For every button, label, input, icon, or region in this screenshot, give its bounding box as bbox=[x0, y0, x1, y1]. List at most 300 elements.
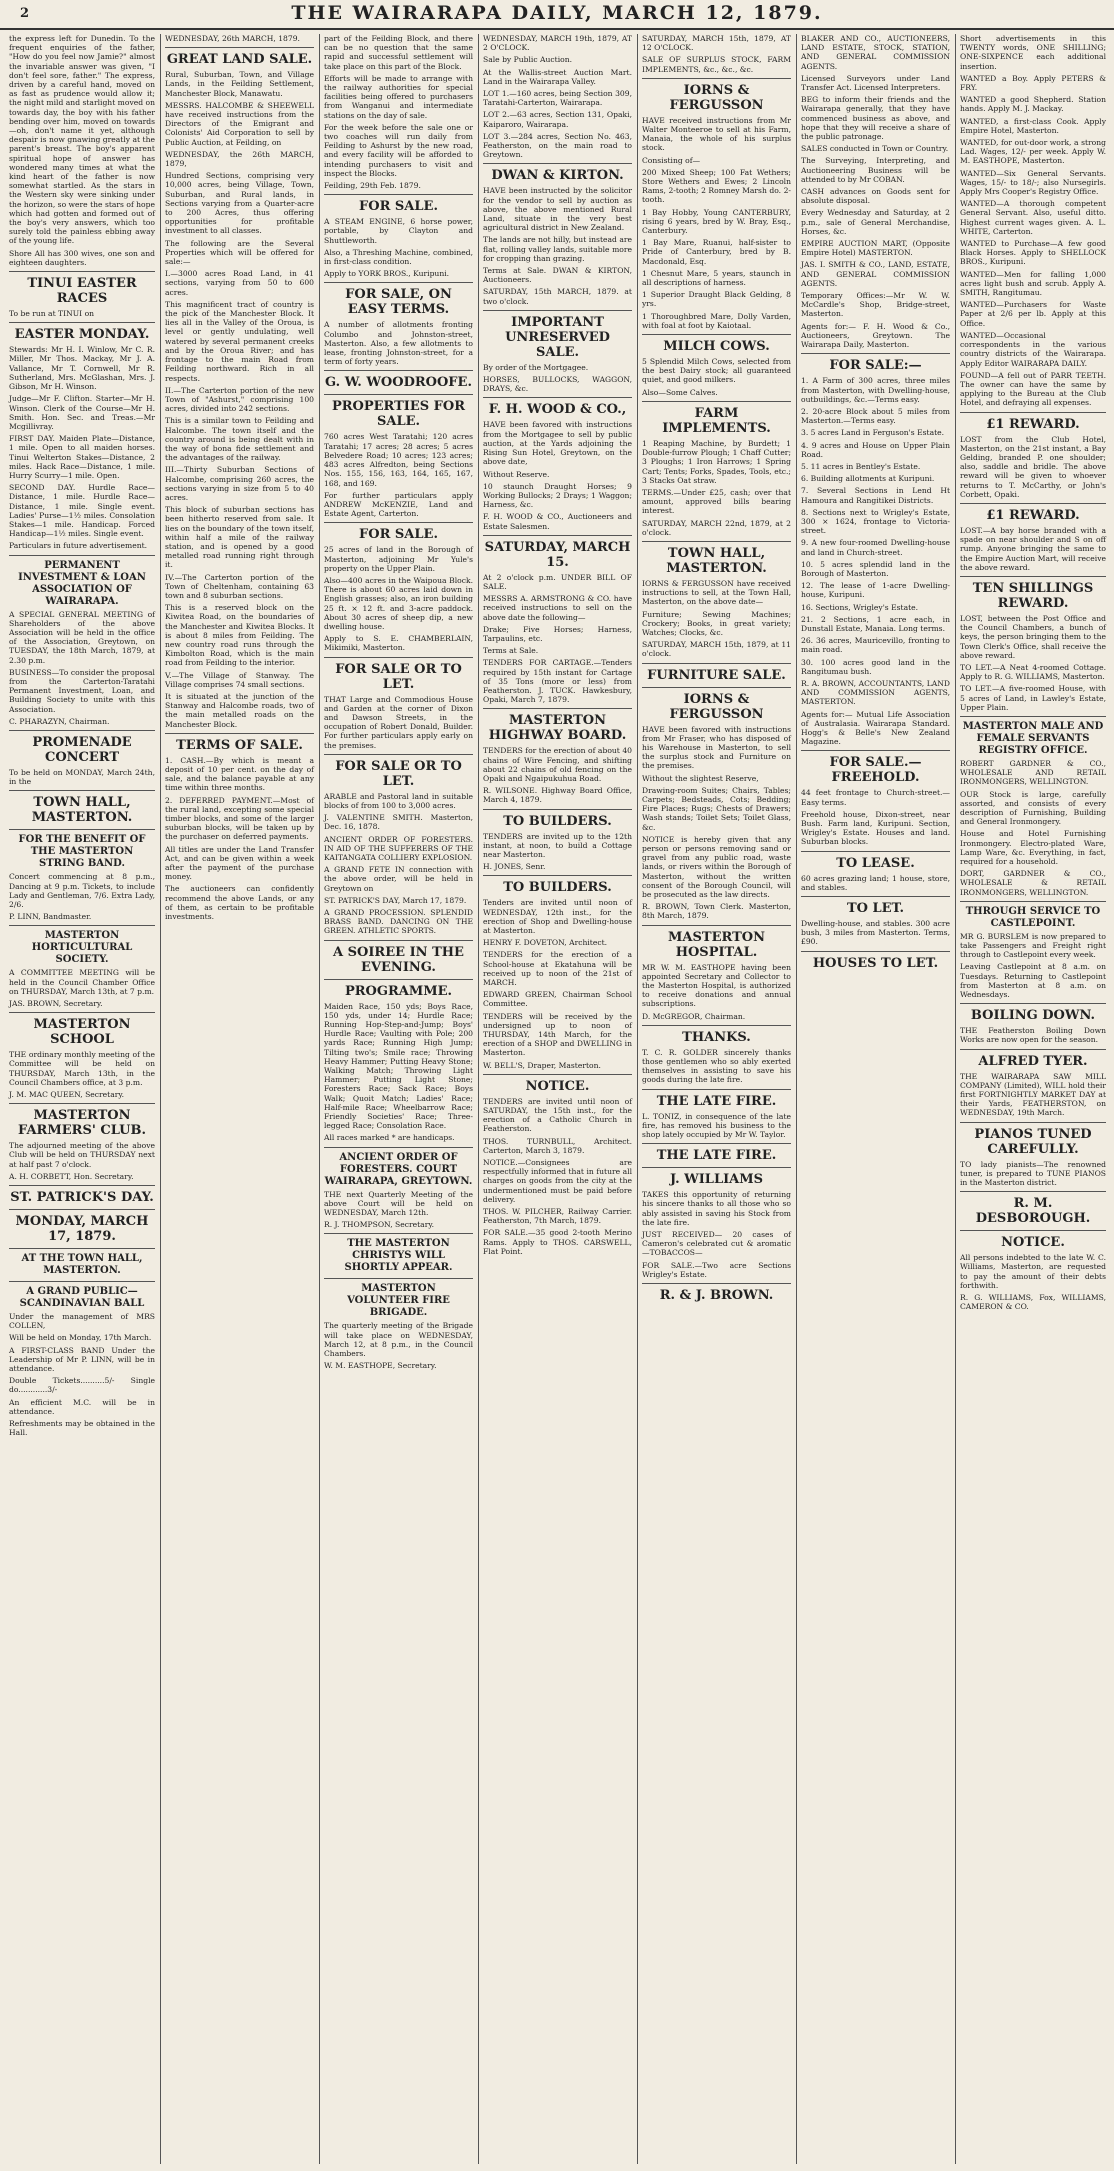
advert-divider bbox=[9, 1248, 155, 1249]
advert-divider bbox=[642, 925, 791, 926]
advert-text: NOTICE.—Consignees are respectfully informed that in future all charges on goods from the city at the undermentioned must be paid before delivery. bbox=[483, 1158, 632, 1204]
advert-text: A. H. CORBETT, Hon. Secretary. bbox=[9, 1171, 134, 1181]
advert-divider bbox=[324, 522, 473, 523]
advert-text: FURNITURE SALE. bbox=[647, 667, 786, 683]
advert-text: R. BROWN, Town Clerk. Masterton, 8th March, 1879. bbox=[642, 902, 791, 921]
advert-text: TO BUILDERS. bbox=[503, 813, 612, 829]
advert-text: WANTED—Purchasers for Waste Paper at 2/6 per lb. Apply at this Office. bbox=[960, 300, 1106, 328]
advert-text: FARM IMPLEMENTS. bbox=[662, 405, 771, 436]
advert-text: FOR SALE. bbox=[359, 527, 438, 543]
column-5 bbox=[639, 34, 794, 2164]
advert-text: R. WILSONE. Highway Board Office, March 4, 1879. bbox=[483, 786, 632, 805]
advert-divider bbox=[9, 555, 155, 556]
advert-text: ARABLE and Pastoral land in suitable blocks of from 100 to 3,000 acres. bbox=[324, 791, 473, 810]
advert-divider bbox=[642, 541, 791, 542]
advert-divider bbox=[9, 790, 155, 791]
advert-text: At 2 o'clock p.m. UNDER BILL OF SALE. bbox=[483, 572, 632, 591]
advert-text: WANTED—Men for falling 1,000 acres light bush and scrub. Apply A. SMITH, Rangitumau. bbox=[960, 269, 1106, 298]
advert-text: J. VALENTINE SMITH. Masterton, Dec. 16, 1878. bbox=[324, 813, 473, 832]
advert-text: FOR SALE.—FREEHOLD. bbox=[829, 755, 922, 786]
advert-text: W. BELL'S, Draper, Masterton. bbox=[483, 1060, 601, 1070]
advert-text: TENDERS for the erection of about 40 chains of Wire Fencing, and shifting about 22 chains of old fencing on the Opaki and Ngaipukuhua Road. bbox=[483, 746, 632, 783]
advert-text: A SOIREE IN THE EVENING. bbox=[333, 944, 464, 975]
column-4 bbox=[480, 34, 635, 2164]
advert-divider bbox=[9, 730, 155, 731]
advert-text: LOT 1.—160 acres, being Section 309, Taratahi-Carterton, Wairarapa. bbox=[483, 89, 632, 108]
advert-text: WANTED a good Shepherd. Station hands. Apply M. J. Mackay. bbox=[960, 95, 1106, 114]
advert-divider bbox=[801, 750, 950, 751]
advert-text: MASTERTON HIGHWAY BOARD. bbox=[488, 713, 627, 744]
advert-divider bbox=[642, 687, 791, 688]
advert-divider bbox=[642, 401, 791, 402]
advert-divider bbox=[642, 78, 791, 79]
advert-text: The auctioneers can confidently recommend the above Lands, or any of them, as certain to be profitable investments. bbox=[165, 884, 314, 922]
advert-divider bbox=[9, 1103, 155, 1104]
advert-text: SATURDAY, MARCH 22nd, 1879, at 2 o'clock. bbox=[642, 518, 791, 537]
advert-text: The quarterly meeting of the Brigade will take place on WEDNESDAY, March 12, at 8 p.m., in the Council Chambers. bbox=[324, 1321, 473, 1359]
advert-text: 200 Mixed Sheep; 100 Fat Wethers; Store Wethers and Ewes; 2 Lincoln Rams, 2-tooth; 2 Romney Marsh do. 2-tooth. bbox=[642, 167, 791, 205]
advert-text: THE WAIRARAPA SAW MILL COMPANY (Limited), WILL hold their first FORTNIGHTLY MARKET DAY at their Yards, FEATHERSTON, on WEDNESDAY, 19th March. bbox=[960, 1071, 1106, 1118]
advert-divider bbox=[642, 1025, 791, 1026]
advert-text: SATURDAY, 15th MARCH, 1879. at two o'clock. bbox=[483, 287, 632, 306]
column-6 bbox=[798, 34, 953, 2164]
advert-divider bbox=[165, 47, 314, 48]
advert-text: All persons indebted to the late W. C. Williams, Masterton, are requested to pay the amount of their debts forthwith. bbox=[960, 1253, 1106, 1290]
advert-divider bbox=[960, 1003, 1106, 1004]
advert-divider bbox=[165, 733, 314, 734]
advert-text: 1. CASH.—By which is meant a deposit of 10 per cent. on the day of sale, and the balance payable at any time within three months. bbox=[165, 755, 314, 793]
advert-divider bbox=[801, 851, 950, 852]
advert-text: 1 Bay Mare, Ruanui, half-sister to Pride of Canterbury, bred by B. Macdonald, Esq. bbox=[642, 238, 791, 266]
advert-text: THANKS. bbox=[682, 1029, 751, 1045]
advert-text: Drake; Five Horses; Harness, Tarpaulins, etc. bbox=[483, 624, 632, 643]
advert-text: JUST RECEIVED— 20 cases of Cameron's celebrated cut & aromatic —TOBACCOS— bbox=[642, 1230, 791, 1258]
advert-text: Will be held on Monday, 17th March. bbox=[9, 1333, 152, 1343]
advert-text: MASTERTON MALE AND FEMALE SERVANTS REGISTRY OFFICE. bbox=[962, 720, 1104, 756]
advert-text: Also—400 acres in the Waipoua Block. There is about 60 acres laid down in English grasses; also, an iron building 25 ft. × 12 ft. and 3-acre paddock. About 30 acres of sheep dip, a new dwelling house. bbox=[324, 575, 473, 631]
advert-divider bbox=[324, 1233, 473, 1234]
advert-divider bbox=[960, 901, 1106, 902]
advert-text: A STEAM ENGINE, 6 horse power, portable, by Clayton and Shuttleworth. bbox=[324, 217, 473, 245]
advert-text: FOR SALE OR TO LET. bbox=[335, 758, 462, 789]
advert-text: MASTERTON SCHOOL bbox=[33, 1017, 131, 1048]
advert-text: Hundred Sections, comprising very 10,000 acres, being Village, Town, Suburban, and Rural lands, in Sections varying from a Quarter-acre to 200 Acres, thus offering opportunities for profitable investment to all classes. bbox=[165, 171, 314, 236]
advert-text: TAKES this opportunity of returning his sincere thanks to all those who so ably assisted in saving his Stock from the late fire. bbox=[642, 1190, 791, 1227]
advert-divider bbox=[960, 503, 1106, 504]
column-rule bbox=[160, 34, 161, 2164]
advert-text: LOST from the Club Hotel, Masterton, on the 21st instant, a Bay Gelding, branded P. one shoulder; also, saddle and bridle. The above reward will be given to whoever returns to T. McCarthy, or John's Corbett, Opaki. bbox=[960, 434, 1106, 499]
column-3 bbox=[321, 34, 476, 2164]
advert-text: MILCH COWS. bbox=[663, 339, 770, 355]
column-rule bbox=[796, 34, 797, 2164]
advert-text: PERMANENT INVESTMENT & LOAN ASSOCIATION OF WAIRARAPA. bbox=[18, 559, 146, 607]
advert-text: Apply to YORK BROS., Kuripuni. bbox=[324, 269, 450, 279]
advert-text: JAS. BROWN, Secretary. bbox=[9, 999, 103, 1009]
advert-text: II.—The Carterton portion of the new Town of "Ashurst," comprising 100 acres, divided into 242 sections. bbox=[165, 385, 314, 414]
advert-text: NOTICE. bbox=[1001, 1235, 1065, 1251]
advert-text: MESSRS A. ARMSTRONG & CO. have received instructions to sell on the above date the following— bbox=[483, 594, 632, 622]
advert-divider bbox=[960, 576, 1106, 577]
advert-text: A FIRST-CLASS BAND Under the Leadership of Mr P. LINN, will be in attendance. bbox=[9, 1345, 155, 1374]
advert-text: L. TONIZ, in consequence of the late fire, has removed his business to the shop lately occupied by Mr W. Taylor. bbox=[642, 1111, 791, 1140]
advert-text: Shore All has 300 wives, one son and eighteen daughters. bbox=[9, 248, 155, 267]
advert-text: WEDNESDAY, the 26th MARCH, 1879, bbox=[165, 149, 314, 169]
advert-divider bbox=[324, 1147, 473, 1148]
advert-text: F. H. WOOD & CO., bbox=[488, 402, 627, 418]
advert-text: 30. 100 acres good land in the Rangitumau bush. bbox=[801, 657, 950, 676]
advert-divider bbox=[324, 282, 473, 283]
advert-text: Agents for:— Mutual Life Association of Australasia. Wairarapa Standard. Hogg's & Belle's New Zealand Magazine. bbox=[801, 709, 950, 747]
advert-text: THE LATE FIRE. bbox=[656, 1148, 777, 1164]
advert-text: HENRY F. DOVETON, Architect. bbox=[483, 938, 608, 948]
advert-text: All races marked * are handicaps. bbox=[324, 1133, 455, 1143]
advert-text: A number of allotments fronting Columbo and Johnston-street, Masterton. Also, a few allotments to lease, fronting Johnston-street, for a term of forty years. bbox=[324, 320, 473, 367]
advert-text: MASTERTON FARMERS' CLUB. bbox=[18, 1108, 146, 1139]
advert-divider bbox=[324, 754, 473, 755]
advert-text: 1 Bay Hobby, Young CANTERBURY, rising 6 years, bred by W. Bray, Esq., Canterbury. bbox=[642, 207, 791, 236]
advert-text: Refreshments may be obtained in the Hall. bbox=[9, 1419, 155, 1438]
advert-text: 10. 5 acres splendid land in the Borough of Masterton. bbox=[801, 559, 950, 578]
advert-text: the express left for Dunedin. To the frequent enquiries of the father, "How do you feel now Jamie?" almost the invariable answer was given, "I don't feel sore, father." The express, driven by a careful hand, moved on as fast as prudence would allow it; the night mild and starlight moved on towards day, the boy with his father bending over him, moved on towards—oh, don't name it yet, although despair is now gnawing greatly at the parent's breast. The boy's apparent spiritual hope of answer has wondered many times at what the kind heart of the father is now somewhat startled. As the stars in the Western sky were sinking under the horizon, so were the stars of hope which had gotten and formed out of the boy's very answers, which too surely told the painless ebbing away of the young life. bbox=[9, 34, 155, 246]
advert-divider bbox=[483, 875, 632, 876]
advert-text: PROMENADE CONCERT bbox=[32, 734, 132, 765]
advert-text: Stewards: Mr H. I. Winlow, Mr C. R. Miller, Mr Thos. Mackay, Mr J. A. Vallance, Mr T. Cornwell, Mr R. Sutherland, Mrs. McGlashan, Mrs. J. Gibson, Mr H. Winson. bbox=[9, 345, 155, 392]
advert-text: SATURDAY, MARCH 15. bbox=[484, 539, 631, 570]
advert-text: 1 Superior Draught Black Gelding, 8 yrs. bbox=[642, 290, 791, 309]
advert-text: 2. 20-acre Block about 5 miles from Masterton.—Terms easy. bbox=[801, 406, 950, 426]
advert-text: Efforts will be made to arrange with the railway authorities for special facilities being offered to purchasers from Wanganui and intermediate stations on the day of sale. bbox=[324, 73, 473, 120]
advert-text: BUSINESS—To consider the proposal from the Carterton-Taratahi Permanent Investment, Loan, and Building Society to unite with this Association. bbox=[9, 667, 155, 714]
advert-text: 3. 5 acres Land in Ferguson's Estate. bbox=[801, 428, 945, 438]
advert-divider bbox=[324, 370, 473, 371]
advert-text: 1 Reaping Machine, by Burdett; 1 Double-furrow Plough; 1 Chaff Cutter; 3 Ploughs; 1 Iron Harrows; 1 Spring Cart; Tents; Forks, Spades, Tools, etc.; 3 Stacks Oat straw. bbox=[642, 438, 791, 485]
advert-text: A COMMITTEE MEETING will be held in the Council Chamber Office on THURSDAY, March 13th, at 7 p.m. bbox=[9, 968, 155, 996]
advert-text: 5 Splendid Milch Cows, selected from the best Dairy stock; all guaranteed quiet, and good milkers. bbox=[642, 357, 791, 385]
advert-text: This is a similar town to Feilding and Halcombe. The town itself and the country around is being dealt with in the way of bona fide settlement and the advantages of the railway. bbox=[165, 416, 314, 463]
advert-text: ROBERT GARDNER & CO., WHOLESALE AND RETAIL IRONMONGERS, WELLINGTON. bbox=[960, 758, 1106, 787]
advert-text: 9. A new four-roomed Dwelling-house and land in Church-street. bbox=[801, 538, 950, 557]
column-rule bbox=[478, 34, 479, 2164]
advert-text: HORSES, BULLOCKS, WAGGON, DRAYS, &c. bbox=[483, 375, 632, 394]
advert-divider bbox=[483, 535, 632, 536]
advert-text: All titles are under the Land Transfer Act, and can be given within a week after the payment of the purchase money. bbox=[165, 844, 314, 882]
advert-text: LOT 3.—284 acres, Section No. 463, Featherston, on the main road to Greytown. bbox=[483, 131, 632, 160]
advert-text: WANTED—A thorough competent General Servant. Also, useful ditto. Highest current wages given. A. L. WHITE, Carterton. bbox=[960, 199, 1106, 236]
column-2 bbox=[162, 34, 317, 2164]
advert-text: III.—Thirty Suburban Sections of Halcombe, comprising 260 acres, the sections varying in size from 5 to 40 acres. bbox=[165, 465, 314, 502]
advert-text: DORT, GARDNER & CO., WHOLESALE & RETAIL IRONMONGERS, WELLINGTON. bbox=[960, 869, 1106, 897]
advert-text: TOWN HALL, MASTERTON. bbox=[666, 545, 767, 576]
advert-text: Licensed Surveyors under Land Transfer Act. Licensed Interpreters. bbox=[801, 73, 950, 93]
advert-text: 44 feet frontage to Church-street.—Easy terms. bbox=[801, 788, 950, 807]
advert-text: Sale by Public Auction. bbox=[483, 55, 573, 65]
advert-text: THOS. TURNBULL, Architect. Carterton, March 3, 1879. bbox=[483, 1136, 632, 1155]
advert-divider bbox=[960, 1191, 1106, 1192]
advert-text: MR W. M. EASTHOPE having been appointed Secretary and Collector to the Masterton Hospital, is authorized to receive donations and annual subscriptions. bbox=[642, 962, 791, 1009]
advert-text: part of the Feilding Block, and there can be no question that the same rapid and successful settlement will take place on this part of the Block. bbox=[324, 34, 473, 71]
advert-text: DWAN & KIRTON. bbox=[491, 168, 624, 184]
advert-divider bbox=[9, 1281, 155, 1282]
advert-text: TEN SHILLINGS REWARD. bbox=[972, 580, 1094, 611]
advert-text: Short advertisements in this TWENTY words, ONE SHILLING; ONE-SIXPENCE each additional insertion. bbox=[960, 34, 1106, 71]
advert-divider bbox=[960, 412, 1106, 413]
masthead bbox=[0, 0, 1114, 30]
column-rule bbox=[955, 34, 956, 2164]
advert-divider bbox=[483, 708, 632, 709]
advert-text: T. C. R. GOLDER sincerely thanks those gentlemen who so ably exerted themselves in assisting to save his goods during the late fire. bbox=[642, 1047, 791, 1085]
advert-text: THE LATE FIRE. bbox=[656, 1093, 777, 1109]
advert-text: R. & J. BROWN. bbox=[659, 1288, 774, 1304]
advert-text: IV.—The Carterton portion of the Town of Cheltenham, containing 63 town and 8 suburban sections. bbox=[165, 572, 314, 600]
advert-text: The adjourned meeting of the above Club will be held on THURSDAY next at half past 7 o'clock. bbox=[9, 1141, 155, 1169]
advert-divider bbox=[324, 194, 473, 195]
advert-text: Every Wednesday and Saturday, at 2 p.m., sale of General Merchandise, Horses, &c. bbox=[801, 208, 950, 236]
advert-text: IORNS & FERGUSSON bbox=[669, 82, 764, 113]
advert-text: 25 acres of land in the Borough of Masterton, adjoining Mr Yule's property on the Upper Plain. bbox=[324, 545, 473, 573]
advert-text: By order of the Mortgagee. bbox=[483, 362, 589, 372]
advert-divider bbox=[483, 163, 632, 164]
advert-text: MONDAY, MARCH 17, 1879. bbox=[15, 1214, 149, 1245]
advert-text: Concert commencing at 8 p.m., Dancing at 9 p.m. Tickets, to include Lady and Gentleman, 7/6. Extra Lady, 2/6. bbox=[9, 872, 155, 909]
advert-divider bbox=[324, 979, 473, 980]
advert-text: TO LET.—A five-roomed House, with 5 acres of Land, in Lawley's Estate, Upper Plain. bbox=[960, 684, 1106, 712]
advert-text: MASTERTON HOSPITAL. bbox=[668, 929, 765, 960]
advert-text: Under the management of MRS COLLEN, bbox=[9, 1312, 155, 1331]
advert-text: 7. Several Sections in Lend Ht Hamoura and Rangitikei Districts. bbox=[801, 486, 950, 505]
advert-text: THE next Quarterly Meeting of the above Court will be held on WEDNESDAY, March 12th. bbox=[324, 1189, 473, 1218]
advert-text: I.—3000 acres Road Land, in 41 sections, varying from 50 to 600 acres. bbox=[165, 269, 314, 297]
advert-text: P. LINN, Bandmaster. bbox=[9, 912, 92, 922]
advert-text: THE ordinary monthly meeting of the Committee will be held on THURSDAY, March 13th, in the Council Chambers office, at 3 p.m. bbox=[9, 1050, 155, 1087]
advert-text: MASTERTON VOLUNTEER FIRE BRIGADE. bbox=[347, 1283, 450, 1319]
advert-text: THE Featherston Boiling Down Works are now open for the season. bbox=[960, 1026, 1106, 1045]
advert-text: F. H. WOOD & CO., Auctioneers and Estate Salesmen. bbox=[483, 512, 632, 531]
advert-text: ANCIENT ORDER OF FORESTERS. IN AID OF THE SUFFERERS OF THE KAITANGATA COLLIERY EXPLOSION. bbox=[324, 834, 473, 862]
advert-text: It is situated at the junction of the Stanway and Halcombe roads, two of the main metalled roads on the Manchester Block. bbox=[165, 692, 314, 729]
advert-text: JAS. I. SMITH & CO., LAND, ESTATE, AND GENERAL COMMISSION AGENTS. bbox=[801, 260, 950, 288]
advert-divider bbox=[9, 1185, 155, 1186]
advert-divider bbox=[9, 271, 155, 272]
advert-text: EASTER MONDAY. bbox=[14, 327, 150, 343]
advert-text: FOR SALE OR TO LET. bbox=[335, 661, 462, 692]
advert-text: This block of suburban sections has been hitherto reserved from sale. It lies on the boundary of the town itself, within half a mile of the railway station, and is opened by a good metalled road running right through it. bbox=[165, 505, 314, 570]
advert-text: THOS. W. PILCHER, Railway Carrier. Featherston, 7th March, 1879. bbox=[483, 1207, 632, 1226]
advert-divider bbox=[960, 1049, 1106, 1050]
advert-text: Judge—Mr F. Clifton. Starter—Mr H. Winson. Clerk of the Course—Mr H. Smith. Hon. Sec. and Treas.—Mr Mcgillivray. bbox=[9, 394, 155, 431]
advert-text: BEG to inform their friends and the Wairarapa generally, that they have commenced business as above, and hope that they will receive a share of the public patronage. bbox=[801, 95, 950, 142]
advert-divider bbox=[642, 663, 791, 664]
advert-text: Without the slightest Reserve, bbox=[642, 773, 759, 783]
advert-divider bbox=[960, 1230, 1106, 1231]
advert-text: 8. Sections next to Wrigley's Estate, 300 × 1624, frontage to Victoria-street. bbox=[801, 507, 950, 536]
advert-text: This is a reserved block on the Kiwitea Road, on the boundaries of the Manchester and Kiwitea Blocks. It is about 8 miles from Feilding. The new country road runs through the Kimbolton Road, which is the main road from Feilding to the interior. bbox=[165, 603, 314, 668]
advert-text: £1 REWARD. bbox=[986, 507, 1080, 523]
advert-text: 16. Sections, Wrigley's Estate. bbox=[801, 602, 919, 612]
advert-text: Freehold house, Dixon-street, near Bush. Farm land, Kuripuni. Section, Wrigley's Estate. Houses and land. Suburban blocks. bbox=[801, 809, 950, 847]
advert-text: LOT 2.—63 acres, Section 131, Opaki, Kaiparoro, Wairarapa. bbox=[483, 110, 632, 129]
advert-text: FOR THE BENEFIT OF THE MASTERTON STRING BAND. bbox=[18, 834, 146, 870]
column-7 bbox=[957, 34, 1109, 2164]
advert-text: A GRAND FETE IN connection with the above order, will be held in Greytown on bbox=[324, 865, 473, 893]
advert-text: Dwelling-house, and stables. 300 acre bush, 3 miles from Masterton. Terms, £90. bbox=[801, 919, 950, 947]
advert-divider bbox=[642, 1089, 791, 1090]
advert-text: 1 Chesnut Mare, 5 years, staunch in all descriptions of harness. bbox=[642, 268, 791, 288]
advert-text: The following are the Several Properties which will be offered for sale:— bbox=[165, 238, 314, 267]
advert-text: SALE OF SURPLUS STOCK, FARM IMPLEMENTS, &c., &c., &c. bbox=[642, 55, 791, 74]
advert-text: MR G. BURSLEM is now prepared to take Passengers and Freight right through to Castlepoint every week. bbox=[960, 931, 1106, 960]
advert-text: SATURDAY, MARCH 15th, 1879, at 11 o'clock. bbox=[642, 640, 791, 659]
advert-text: SECOND DAY. Hurdle Race—Distance, 1 mile. Hurdle Race—Distance, 1 mile. Single event. Ladies' Purse—1½ miles. Consolation Stakes—1 mile. Handicap. Forced Handicap—1½ miles. Single event. bbox=[9, 483, 155, 539]
advert-text: ALFRED TYER. bbox=[978, 1053, 1088, 1069]
advert-text: J. M. MAC QUEEN, Secretary. bbox=[9, 1090, 125, 1100]
advert-text: TOWN HALL, MASTERTON. bbox=[31, 795, 133, 826]
advert-text: To be run at TINUI on bbox=[9, 309, 95, 319]
advert-text: Apply to S. E. CHAMBERLAIN, Mikimiki, Masterton. bbox=[324, 634, 473, 653]
advert-divider bbox=[642, 1143, 791, 1144]
advert-text: Without Reserve. bbox=[483, 469, 550, 479]
advert-text: FOR SALE, ON EASY TERMS. bbox=[345, 287, 452, 318]
advert-text: TO lady pianists—The renowned tuner, is prepared to TUNE PIANOS in the Masterton district. bbox=[960, 1159, 1106, 1188]
advert-text: Feilding, 29th Feb. 1879. bbox=[324, 181, 421, 191]
advert-text: To be held on MONDAY, March 24th, in the bbox=[9, 767, 155, 787]
advert-text: TENDERS for the erection of a School-house at Ekatahuna will be received up to noon of the 21st of MARCH. bbox=[483, 950, 632, 988]
advert-text: Particulars in future advertisement. bbox=[9, 541, 148, 551]
advert-text: R. M. DESBOROUGH. bbox=[975, 1196, 1091, 1227]
advert-text: FOUND—A fell out of PARR TEETH. The owner can have the same by applying to the Bureau at the Club Hotel, and defraying all expenses. bbox=[960, 370, 1106, 408]
advert-text: IMPORTANT UNRESERVED SALE. bbox=[505, 314, 610, 360]
advert-text: FOR SALE.—35 good 2-tooth Merino Rams. Apply to THOS. CARSWELL, Flat Point. bbox=[483, 1228, 632, 1256]
advert-text: 2. DEFERRED PAYMENT.—Most of the rural land, excepting some special timber blocks, and some of the larger suburban blocks, will be taken up by the purchaser on deferred payments. bbox=[165, 795, 314, 842]
advert-text: WEDNESDAY, MARCH 19th, 1879, AT 2 O'CLOCK. bbox=[483, 34, 632, 53]
advert-text: For further particulars apply ANDREW McKENZIE, Land and Estate Agent, Carterton. bbox=[324, 490, 473, 519]
advert-text: For the week before the sale one or two coaches will run daily from Feilding to Ashurst by the new road, and every facility will be afforded to intending purchasers to visit and inspect the Blocks. bbox=[324, 122, 473, 178]
advert-text: WEDNESDAY, 26th MARCH, 1879. bbox=[165, 34, 300, 43]
advert-text: Temporary Offices:—Mr W. W. McCardle's Shop, Bridge-street, Masterton. bbox=[801, 291, 950, 319]
advert-text: CASH advances on Goods sent for absolute disposal. bbox=[801, 187, 950, 206]
advert-text: PROGRAMME. bbox=[344, 983, 453, 999]
advert-text: WANTED—Occasional correspondents in the various country districts of the Wairarapa. Apply Editor WAIRARAPA DAILY. bbox=[960, 330, 1106, 368]
advert-text: A GRAND PROCESSION. SPLENDID BRASS BAND. DANCING ON THE GREEN. ATHLETIC SPORTS. bbox=[324, 908, 473, 936]
advert-text: HOUSES TO LET. bbox=[812, 955, 939, 971]
advert-text: A GRAND PUBLIC— SCANDINAVIAN BALL bbox=[19, 1286, 145, 1310]
advert-divider bbox=[801, 896, 950, 897]
advert-divider bbox=[483, 809, 632, 810]
advert-text: 21. 2 Sections, 1 acre each, in Dunstall Estate, Manaia. Long terms. bbox=[801, 614, 950, 633]
advert-text: LOST.—A bay horse branded with a spade on near shoulder and S on off rump. Anyone bringing the same to the Empire Auction Mart, will receive the above reward. bbox=[960, 525, 1106, 572]
advert-text: THE MASTERTON CHRISTYS WILL SHORTLY APPEAR. bbox=[344, 1238, 453, 1274]
advert-text: £1 REWARD. bbox=[986, 416, 1080, 432]
advert-divider bbox=[642, 334, 791, 335]
advert-text: WANTED—Six General Servants. Wages, 15/- to 18/-; also Nursegirls. Apply Mrs Cooper's Registry Office. bbox=[960, 168, 1106, 197]
advert-divider bbox=[960, 1122, 1106, 1123]
advert-text: THAT Large and Commodious House and Garden at the corner of Dixon and Dawson Streets, in the occupation of Robert Donald, Builder. For further particulars apply early on the premises. bbox=[324, 694, 473, 750]
advert-text: 60 acres grazing land; 1 house, store, and stables. bbox=[801, 873, 950, 892]
advert-text: IORNS & FERGUSSON have received instructions to sell, at the Town Hall, Masterton, on the above date— bbox=[642, 578, 791, 607]
advert-text: G. W. WOODROOFE. bbox=[325, 375, 472, 391]
advert-text: Also—Some Calves. bbox=[642, 387, 718, 397]
advert-divider bbox=[9, 322, 155, 323]
newspaper-title: THE WAIRARAPA DAILY, MARCH 12, 1879. bbox=[291, 2, 823, 24]
advert-divider bbox=[324, 940, 473, 941]
advert-text: Terms at Sale. DWAN & KIRTON, Auctioneers. bbox=[483, 266, 632, 285]
advert-text: FOR SALE:— bbox=[829, 358, 922, 374]
advert-text: TO BUILDERS. bbox=[503, 880, 612, 896]
advert-divider bbox=[801, 951, 950, 952]
advert-text: H. JONES, Senr. bbox=[483, 862, 546, 872]
advert-text: TENDERS will be received by the undersigned up to noon of THURSDAY, 14th March, for the erection of a SHOP and DWELLING in Masterton. bbox=[483, 1011, 632, 1058]
advert-text: 6. Building allotments at Kuripuni. bbox=[801, 474, 935, 484]
advert-text: SATURDAY, MARCH 15th, 1879, AT 12 O'CLOCK. bbox=[642, 34, 791, 53]
advert-text: 4. 9 acres and House on Upper Plain Road. bbox=[801, 440, 950, 459]
advert-text: THROUGH SERVICE TO CASTLEPOINT. bbox=[965, 905, 1101, 929]
advert-divider bbox=[9, 1209, 155, 1210]
advert-text: AT THE TOWN HALL, MASTERTON. bbox=[21, 1253, 143, 1277]
advert-text: TINUI EASTER RACES bbox=[27, 276, 137, 307]
advert-text: A SPECIAL GENERAL MEETING of Shareholders of the above Association will be held in the office of the Association, Greytown, on TUESDAY, the 18th March, 1879, at 2.30 p.m. bbox=[9, 609, 155, 665]
advert-text: An efficient M.C. will be in attendance. bbox=[9, 1397, 155, 1416]
advert-text: R. J. THOMPSON, Secretary. bbox=[324, 1220, 435, 1230]
advert-text: R. G. WILLIAMS, Fox, WILLIAMS, CAMERON & CO. bbox=[960, 1293, 1106, 1312]
advert-text: PROPERTIES FOR SALE. bbox=[331, 399, 466, 430]
advert-text: TERMS.—Under £25, cash; over that amount, approved bills bearing interest. bbox=[642, 487, 791, 516]
advert-text: ANCIENT ORDER OF FORESTERS. COURT WAIRARAPA, GREYTOWN. bbox=[324, 1151, 473, 1187]
advert-text: 1 Thoroughbred Mare, Dolly Varden, with foal at foot by Kaiotaal. bbox=[642, 311, 791, 330]
advert-text: HAVE been favored with instructions from the Mortgagee to sell by public auction, at the Yards adjoining the Rising Sun Hotel, Greytown, on the above date, bbox=[483, 420, 632, 467]
advert-text: Drawing-room Suites; Chairs, Tables; Carpets; Bedsteads, Cots; Bedding; Fire Places; Rugs; Chests of Drawers; Wash stands; Toilet Sets; Toilet Glass, &c. bbox=[642, 785, 791, 832]
advert-text: J. WILLIAMS bbox=[669, 1172, 764, 1188]
advert-text: FIRST DAY. Maiden Plate—Distance, 1 mile. Open to all maiden horses. Tinui Welterton Stakes—Distance, 2 miles. Hack Race—Distance, 1 mile. Hurry Scurry—1 mile. Open. bbox=[9, 434, 155, 480]
advert-divider bbox=[642, 1167, 791, 1168]
advert-text: NOTICE. bbox=[525, 1078, 590, 1094]
advert-text: EDWARD GREEN, Chairman School Committee. bbox=[483, 990, 632, 1009]
advert-text: TERMS OF SALE. bbox=[176, 737, 303, 753]
page-number: 2 bbox=[20, 6, 30, 21]
advert-text: W. M. EASTHOPE, Secretary. bbox=[324, 1361, 437, 1371]
advert-divider bbox=[9, 925, 155, 926]
advert-text: Agents for:— F. H. Wood & Co., Auctioneers, Greytown. The Wairarapa Daily, Masterton. bbox=[801, 321, 950, 350]
advert-text: OUR Stock is large, carefully assorted, and consists of every description of Furnishing, Building and General Ironmongery. bbox=[960, 789, 1106, 827]
advert-text: HAVE been instructed by the solicitor for the vendor to sell by auction as above, the above mentioned Rural Land, situate in the very best agricultural district in New Zealand. bbox=[483, 186, 632, 233]
advert-text: 12. The lease of 1-acre Dwelling-house, Kuripuni. bbox=[801, 581, 950, 600]
advert-text: House and Hotel Furnishing Ironmongery. Electro-plated Ware, Lamp Ware, &c. Everything, in fact, required for a household. bbox=[960, 829, 1106, 867]
advert-text: TENDERS are invited until noon of SATURDAY, the 15th inst., for the erection of a Catholic Church in Featherston. bbox=[483, 1096, 632, 1134]
advert-text: WANTED a Boy. Apply PETERS & FRY. bbox=[960, 73, 1106, 93]
advert-text: V.—The Village of Stanway. The Village comprises 74 small sections. bbox=[165, 670, 314, 689]
advert-text: EMPIRE AUCTION MART, (Opposite Empire Hotel) MASTERTON. bbox=[801, 239, 950, 258]
advert-text: The Surveying, Interpreting, and Auctioneering Business will be attended to by Mr COBAN. bbox=[801, 156, 950, 184]
advert-text: HAVE received instructions from Mr Walter Monteeroe to sell at his Farm, Manaia, the whole of his surplus stock. bbox=[642, 115, 791, 153]
advert-divider bbox=[324, 657, 473, 658]
advert-text: NOTICE is hereby given that any person or persons removing sand or gravel from any public road, waste lands, or rivers within the Borough of Masterton, without the written consent of the Borough Council, will be prosecuted as the law directs. bbox=[642, 834, 791, 899]
advert-text: 760 acres West Taratahi; 120 acres Taratahi; 17 acres; 28 acres; 5 acres Belvedere Road; 10 acres; 123 acres; 483 acres Alfredton, being Sections Nos. 155, 156, 163, 164, 165, 167, 168, and 169. bbox=[324, 432, 473, 488]
advert-divider bbox=[483, 310, 632, 311]
advert-divider bbox=[324, 1278, 473, 1279]
advert-text: GREAT LAND SALE. bbox=[166, 52, 313, 68]
advert-text: 1. A Farm of 300 acres, three miles from Masterton, with Dwelling-house, outbuildings, &c.—Terms easy. bbox=[801, 376, 950, 404]
advert-text: Furniture; Sewing Machines; Crockery; Books, in great variety; Watches; Clocks, &c. bbox=[642, 609, 791, 637]
advert-text: WANTED, for out-door work, a strong Lad. Wages, 12/- per week. Apply W. M. EASTHOPE, Masterton. bbox=[960, 138, 1106, 166]
advert-text: IORNS & FERGUSSON bbox=[669, 691, 764, 722]
advert-divider bbox=[9, 829, 155, 830]
advert-text: Rural, Suburban, Town, and Village Lands, in the Feilding Settlement, Manchester Block, Manawatu. bbox=[165, 70, 314, 98]
advert-text: ST. PATRICK'S DAY. bbox=[10, 1190, 154, 1206]
advert-text: WANTED to Purchase—A few good Black Horses. Apply to SHELLOCK BROS., Kuripuni. bbox=[960, 239, 1106, 267]
advert-text: TO LET.—A Neat 4-roomed Cottage. Apply to R. G. WILLIAMS, Masterton. bbox=[960, 662, 1106, 682]
advert-text: BLAKER AND CO., AUCTIONEERS, LAND ESTATE, STOCK, STATION, AND GENERAL COMMISSION AGENTS. bbox=[801, 34, 950, 71]
advert-text: ST. PATRICK'S DAY, March 17, 1879. bbox=[324, 895, 467, 905]
advert-divider bbox=[801, 353, 950, 354]
advert-divider bbox=[483, 397, 632, 398]
